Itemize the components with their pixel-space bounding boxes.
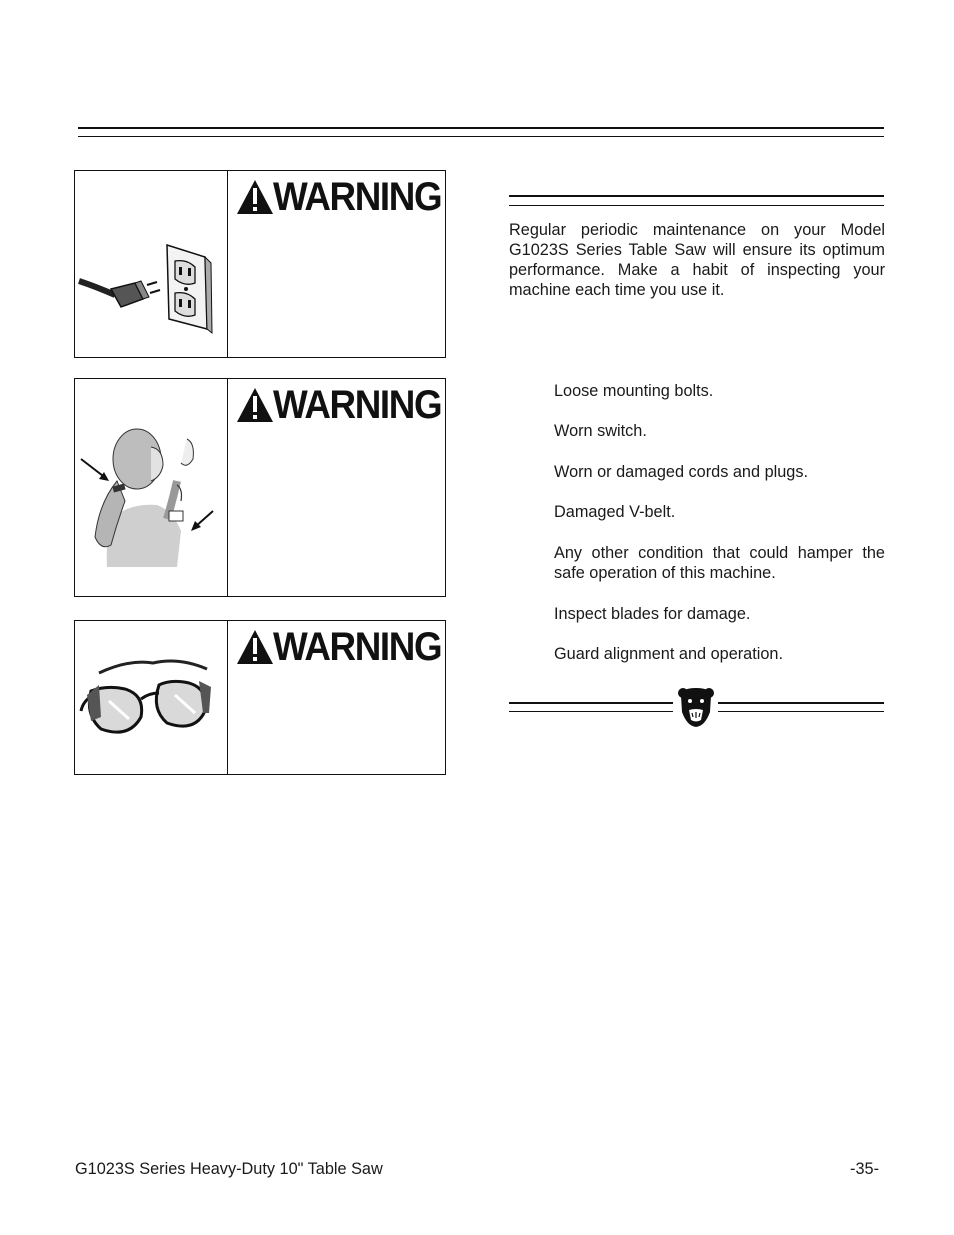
warning-image-panel xyxy=(75,621,228,774)
header-rule-thin xyxy=(78,136,884,137)
list-item: Any other condition that could hamper the safe operation of this machine. xyxy=(554,544,885,582)
section-rule-thin xyxy=(509,205,884,206)
warning-label: WARNING xyxy=(273,175,442,219)
warning-image-panel xyxy=(75,379,228,596)
warning-box-eye-protection xyxy=(74,620,446,775)
page-number: -35- xyxy=(850,1160,879,1178)
list-item: Worn or damaged cords and plugs. xyxy=(554,463,809,481)
warning-box-electrical xyxy=(74,170,446,358)
footer-title: G1023S Series Heavy-Duty 10" Table Saw xyxy=(75,1160,383,1178)
end-rule-left-1 xyxy=(509,702,673,704)
list-item: Loose mounting bolts. xyxy=(554,382,714,400)
warning-heading xyxy=(235,383,445,427)
warning-label: WARNING xyxy=(273,383,442,427)
warning-triangle-icon xyxy=(235,628,275,666)
warning-image-panel xyxy=(75,171,228,357)
section-rule-thick xyxy=(509,195,884,197)
warning-box-clothing-hair xyxy=(74,378,446,597)
list-item: Worn switch. xyxy=(554,422,647,440)
bear-head-icon xyxy=(677,686,715,728)
maintenance-intro: Regular periodic maintenance on your Model G1023S Series Table Saw will ensure its optimum performance. Make a habit of inspecting your machine each time you use it. xyxy=(509,221,885,299)
end-rule-left-2 xyxy=(509,711,673,712)
tied-back-hair-figure xyxy=(77,419,225,569)
list-item: Inspect blades for damage. xyxy=(554,605,751,623)
end-rule-right-2 xyxy=(718,711,884,712)
plug-and-outlet-icon xyxy=(77,237,225,337)
header-rule-thick xyxy=(78,127,884,129)
warning-heading xyxy=(235,625,445,669)
warning-label: WARNING xyxy=(273,625,442,669)
safety-glasses-icon xyxy=(79,655,223,745)
end-rule-right-1 xyxy=(718,702,884,704)
list-item: Damaged V-belt. xyxy=(554,503,676,521)
warning-triangle-icon xyxy=(235,178,275,216)
warning-heading xyxy=(235,175,445,219)
list-item: Guard alignment and operation. xyxy=(554,645,783,663)
warning-triangle-icon xyxy=(235,386,275,424)
